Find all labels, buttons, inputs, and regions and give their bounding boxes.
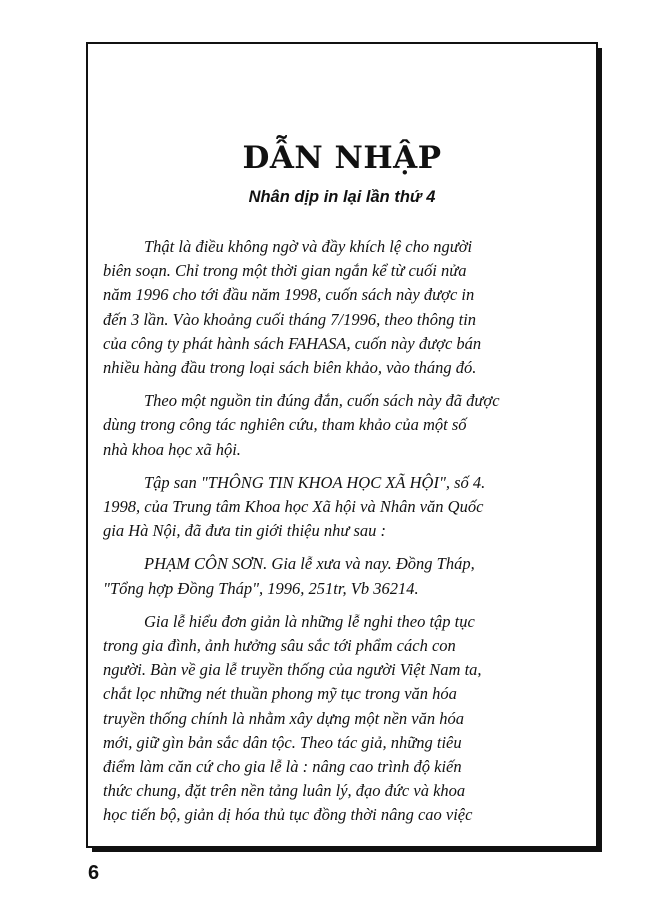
text-line: chắt lọc những nét thuần phong mỹ tục trong văn hóa [103, 684, 457, 704]
text-line: trong gia đình, ảnh hưởng sâu sắc tới phẩm cách con [103, 636, 456, 656]
body-text [103, 235, 595, 837]
paragraph-1 [103, 235, 595, 380]
text-line: gia Hà Nội, đã đưa tin giới thiệu như sau : [103, 521, 387, 541]
paragraph-3 [103, 471, 595, 544]
text-line: dùng trong công tác nghiên cứu, tham khảo của một số [103, 415, 467, 435]
text-line: nhiều hàng đầu trong loại sách biên khảo, vào tháng đó. [103, 358, 477, 378]
text-line: "Tổng hợp Đồng Tháp", 1996, 251tr, Vb 36214. [103, 578, 419, 598]
text-line: PHẠM CÔN SƠN. Gia lễ xưa và nay. Đồng Tháp, [144, 554, 475, 574]
text-line: Theo một nguồn tin đúng đắn, cuốn sách này đã được [144, 391, 500, 411]
text-line: mới, giữ gìn bản sắc dân tộc. Theo tác giả, những tiêu [103, 732, 462, 752]
text-line: Thật là điều không ngờ và đầy khích lệ cho người [144, 237, 473, 256]
page-title: DẪN NHẬP [242, 140, 442, 176]
page-number: 6 [88, 862, 100, 884]
paragraph-4 [103, 552, 595, 600]
page-subtitle: Nhân dịp in lại lần thứ 4 [248, 188, 436, 206]
frame-shadow [92, 848, 602, 852]
text-line: năm 1996 cho tới đầu năm 1998, cuốn sách này được in [103, 285, 475, 305]
paragraph-2 [103, 389, 595, 462]
text-line: thức chung, đặt trên nền tảng luân lý, đạo đức và khoa [103, 781, 466, 801]
frame-shadow [598, 48, 602, 852]
text-line: nhà khoa học xã hội. [103, 439, 241, 459]
text-line: của công ty phát hành sách FAHASA, cuốn này được bán [103, 333, 482, 353]
text-line: điểm làm căn cứ cho gia lễ là : nâng cao trình độ kiến [103, 757, 462, 777]
text-line: Gia lễ hiểu đơn giản là những lễ nghi theo tập tục [144, 611, 475, 631]
text-line: 1998, của Trung tâm Khoa học Xã hội và Nhân văn Quốc [103, 497, 484, 517]
paragraph-5 [103, 610, 595, 828]
text-line: học tiến bộ, giản dị hóa thủ tục đồng thời nâng cao việc [103, 805, 473, 825]
text-line: biên soạn. Chỉ trong một thời gian ngắn kể từ cuối nửa [103, 261, 467, 281]
text-line: Tập san "THÔNG TIN KHOA HỌC XÃ HỘI", số 4. [144, 472, 486, 492]
text-line: đến 3 lần. Vào khoảng cuối tháng 7/1996, theo thông tin [103, 309, 477, 329]
text-line: người. Bàn về gia lễ truyền thống của người Việt Nam ta, [103, 660, 482, 680]
text-line: truyền thống chính là nhằm xây dựng một nền văn hóa [103, 708, 464, 728]
